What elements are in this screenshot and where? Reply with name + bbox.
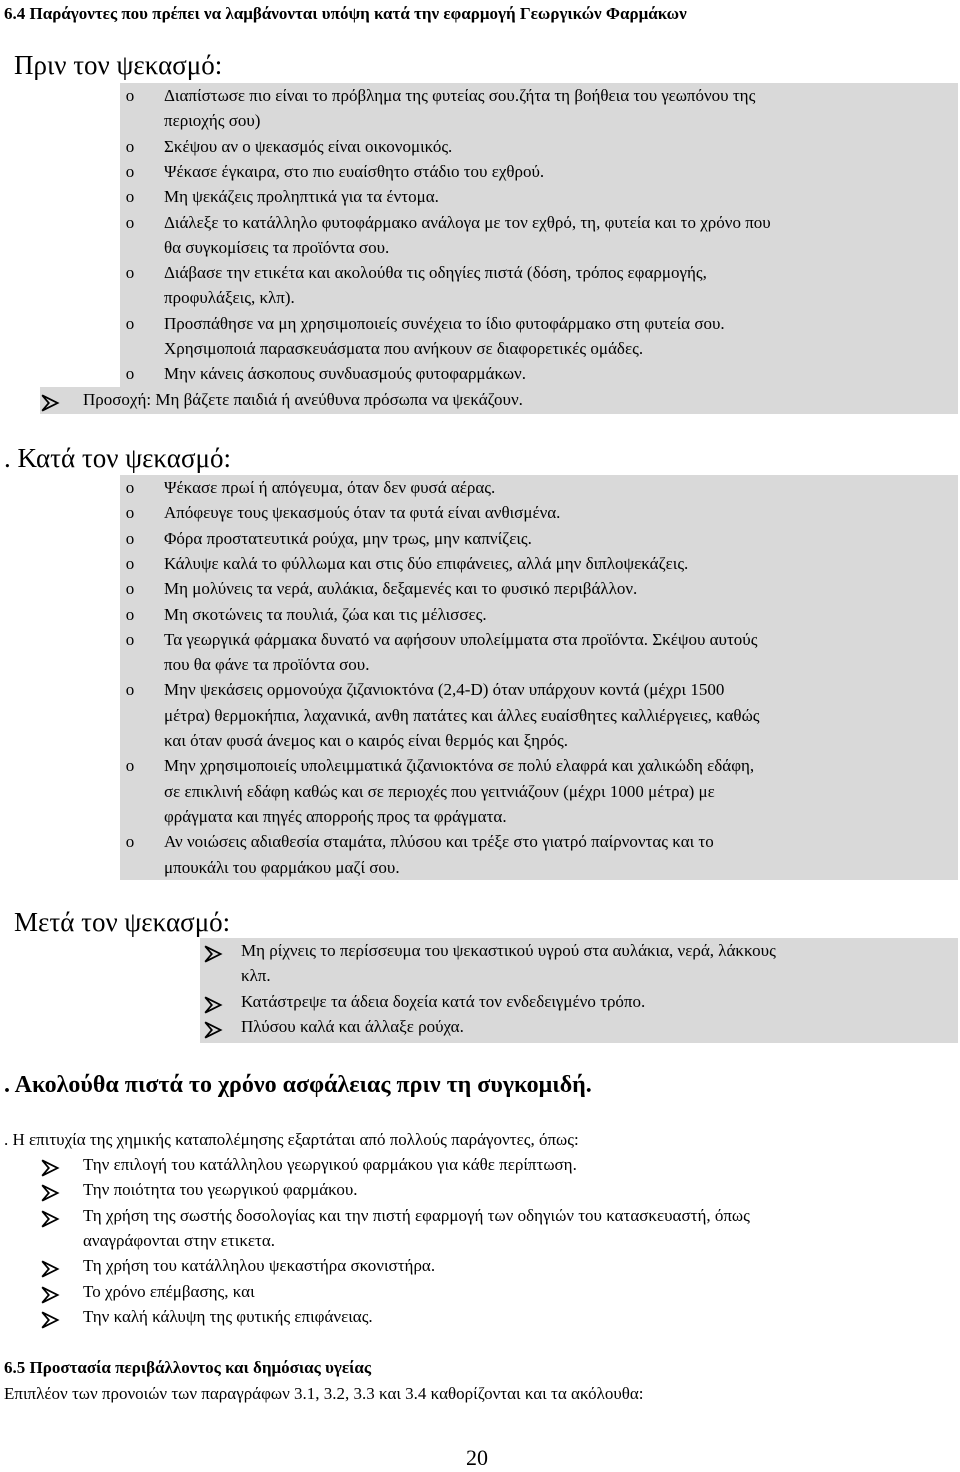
before-spraying-title: Πριν τον ψεκασμό:: [14, 50, 223, 80]
list-item-line: Διάβασε την ετικέτα και ακολούθα τις οδηγίες πιστά (δόση, τρόπος εφαρμογής,: [164, 263, 707, 283]
list-item-line: Διάλεξε το κατάλληλο φυτοφάρμακο ανάλογα με τον εχθρό, τη, φυτεία και το χρόνο που: [164, 212, 771, 232]
list-item-line: Κατάστρεψε τα άδεια δοχεία κατά τον ενδεδειγμένο τρόπο.: [241, 991, 646, 1011]
list-item-line: Φόρα προστατευτικά ρούχα, μην τρως, μην καπνίζεις.: [164, 528, 532, 548]
list-item-line: Μην κάνεις άσκοπους συνδυασμούς φυτοφαρμάκων.: [164, 364, 526, 384]
circle-bullet-icon: o: [125, 263, 135, 283]
list-item-line: φράγματα και πηγές απορροής προς τα φράγματα.: [164, 806, 507, 826]
list-item-line: Ψέκασε έγκαιρα, στο πιο ευαίσθητο στάδιο του εχθρού.: [164, 161, 545, 181]
list-item-line: Την καλή κάλυψη της φυτικής επιφάνειας.: [83, 1306, 373, 1326]
section-heading-6-4: 6.4 Παράγοντες που πρέπει να λαμβάνονται υπόψη κατά την εφαρμογή Γεωργικών Φαρμάκων: [4, 4, 687, 23]
arrow-bullet-icon: [40, 1183, 62, 1203]
list-item-line: Μη σκοτώνεις τα πουλιά, ζώα και τις μέλισσες.: [164, 604, 487, 624]
warning-text: Προσοχή: Μη βάζετε παιδιά ή ανεύθυνα πρόσωπα να ψεκάζουν.: [83, 390, 523, 409]
circle-bullet-icon: o: [125, 161, 135, 181]
list-item-line: Κάλυψε καλά το φύλλωμα και στις δύο επιφάνειες, αλλά μην διπλοψεκάζεις.: [164, 553, 689, 573]
circle-bullet-icon: o: [125, 478, 135, 497]
circle-bullet-icon: o: [125, 364, 135, 384]
circle-bullet-icon: o: [125, 136, 135, 156]
circle-bullet-icon: o: [125, 629, 135, 649]
list-item-line: Μη ψεκάζεις προληπτικά για τα έντομα.: [164, 187, 439, 207]
circle-bullet-icon: o: [125, 212, 135, 232]
safety-period-title: . Ακολούθα πιστά το χρόνο ασφάλειας πριν τη συγκομιδή.: [4, 1072, 592, 1098]
arrow-bullet-icon: [203, 1020, 225, 1040]
list-item-line: μέτρα) θερμοκήπια, λαχανικά, ανθη πατάτες και άλλες ευαίσθητες καλλιέργειες, καθώς: [164, 705, 760, 725]
circle-bullet-icon: o: [125, 86, 135, 105]
circle-bullet-icon: o: [125, 756, 135, 776]
list-item-line: Τα γεωργικά φάρμακα δυνατό να αφήσουν υπολείμματα στα προϊόντα. Σκέψου αυτούς: [164, 629, 758, 649]
arrow-bullet-icon: [40, 1158, 62, 1178]
list-item-line: Τη χρήση της σωστής δοσολογίας και την πιστή εφαρμογή των οδηγιών του κατασκευαστή, όπως: [83, 1205, 750, 1225]
list-item-line: Την επιλογή του κατάλληλου γεωργικού φαρμάκου για κάθε περίπτωση.: [83, 1155, 577, 1174]
list-item-line: κλπ.: [241, 966, 271, 986]
list-item-line: Διαπίστωσε πιο είναι το πρόβλημα της φυτείας σου.ζήτα τη βοήθεια του γεωπόνου της: [164, 86, 756, 105]
list-item-line: Μη ρίχνεις το περίσσευμα του ψεκαστικού υγρού στα αυλάκια, νερά, λάκκους: [241, 941, 776, 960]
list-item-line: Μην ψεκάσεις ορμονούχα ζιζανιοκτόνα (2,4-D) όταν υπάρχουν κοντά (μέχρι 1500: [164, 680, 725, 700]
list-item-line: και όταν φυσά άνεμος και ο καιρός είναι θερμός και ξηρός.: [164, 731, 569, 750]
circle-bullet-icon: o: [125, 528, 135, 548]
list-item-line: Το χρόνο επέμβασης, και: [83, 1281, 255, 1301]
list-item-line: που θα φάνε τα προϊόντα σου.: [164, 655, 370, 675]
list-item-line: Απόφευγε τους ψεκασμούς όταν τα φυτά είναι ανθισμένα.: [164, 503, 561, 523]
list-item-line: αναγράφονται στην ετικετα.: [83, 1230, 276, 1250]
circle-bullet-icon: o: [125, 313, 135, 333]
list-item-line: Χρησιμοποιά παρασκευάσματα που ανήκουν σε διαφορετικές ομάδες.: [164, 339, 644, 358]
circle-bullet-icon: o: [125, 579, 135, 599]
during-spraying-title: . Κατά τον ψεκασμό:: [4, 443, 231, 473]
circle-bullet-icon: o: [125, 680, 135, 700]
circle-bullet-icon: o: [125, 832, 135, 852]
list-item-line: σε επικλινή εδάφη καθώς και σε περιοχές που γειτνιάζουν (μέχρι 1000 μέτρα) με: [164, 781, 715, 801]
section-heading-6-5: 6.5 Προστασία περιβάλλοντος και δημόσιας υγείας: [4, 1358, 372, 1377]
list-item-line: περιοχής σου): [164, 111, 261, 131]
after-spraying-title: Μετά τον ψεκασμό:: [14, 907, 231, 937]
list-item-line: προφυλάξεις, κλπ).: [164, 288, 295, 308]
circle-bullet-icon: o: [125, 604, 135, 624]
list-item-line: Μην χρησιμοποιείς υπολειμματικά ζιζανιοκτόνα σε πολύ ελαφρά και χαλικώδη εδάφη,: [164, 756, 755, 776]
arrow-bullet-icon: [40, 1209, 62, 1229]
list-item-line: Μη μολύνεις τα νερά, αυλάκια, δεξαμενές και το φυσικό περιβάλλον.: [164, 579, 638, 599]
section-6-5-paragraph: Επιπλέον των προνοιών των παραγράφων 3.1, 3.2, 3.3 και 3.4 καθορίζονται και τα ακόλουθα:: [4, 1384, 644, 1403]
success-intro: . Η επιτυχία της χημικής καταπολέμησης εξαρτάται από πολλούς παράγοντες, όπως:: [4, 1130, 579, 1149]
arrow-bullet-icon: [203, 944, 225, 964]
arrow-bullet-icon: [40, 1310, 62, 1330]
arrow-bullet-icon: [40, 1285, 62, 1305]
list-item-line: Αν νοιώσεις αδιαθεσία σταμάτα, πλύσου και τρέξε στο γιατρό παίρνοντας και το: [164, 832, 714, 852]
arrow-bullet-icon: [40, 1259, 62, 1279]
list-item-line: Σκέψου αν ο ψεκασμός είναι οικονομικός.: [164, 136, 453, 156]
list-item-line: θα συγκομίσεις τα προϊόντα σου.: [164, 237, 390, 257]
list-item-line: μπουκάλι του φαρμάκου μαζί σου.: [164, 857, 400, 877]
page-number: 20: [466, 1445, 488, 1470]
list-item-line: Ψέκασε πρωί ή απόγευμα, όταν δεν φυσά αέρας.: [164, 478, 496, 497]
arrow-bullet-icon: [203, 995, 225, 1015]
circle-bullet-icon: o: [125, 503, 135, 523]
list-item-line: Τη χρήση του κατάλληλου ψεκαστήρα σκονιστήρα.: [83, 1256, 436, 1276]
list-item-line: Την ποιότητα του γεωργικού φαρμάκου.: [83, 1180, 358, 1200]
list-item-line: Προσπάθησε να μη χρησιμοποιείς συνέχεια το ίδιο φυτοφάρμακο στη φυτεία σου.: [164, 313, 725, 333]
circle-bullet-icon: o: [125, 187, 135, 207]
arrow-bullet-icon: [40, 393, 62, 413]
list-item-line: Πλύσου καλά και άλλαξε ρούχα.: [241, 1016, 464, 1036]
circle-bullet-icon: o: [125, 553, 135, 573]
